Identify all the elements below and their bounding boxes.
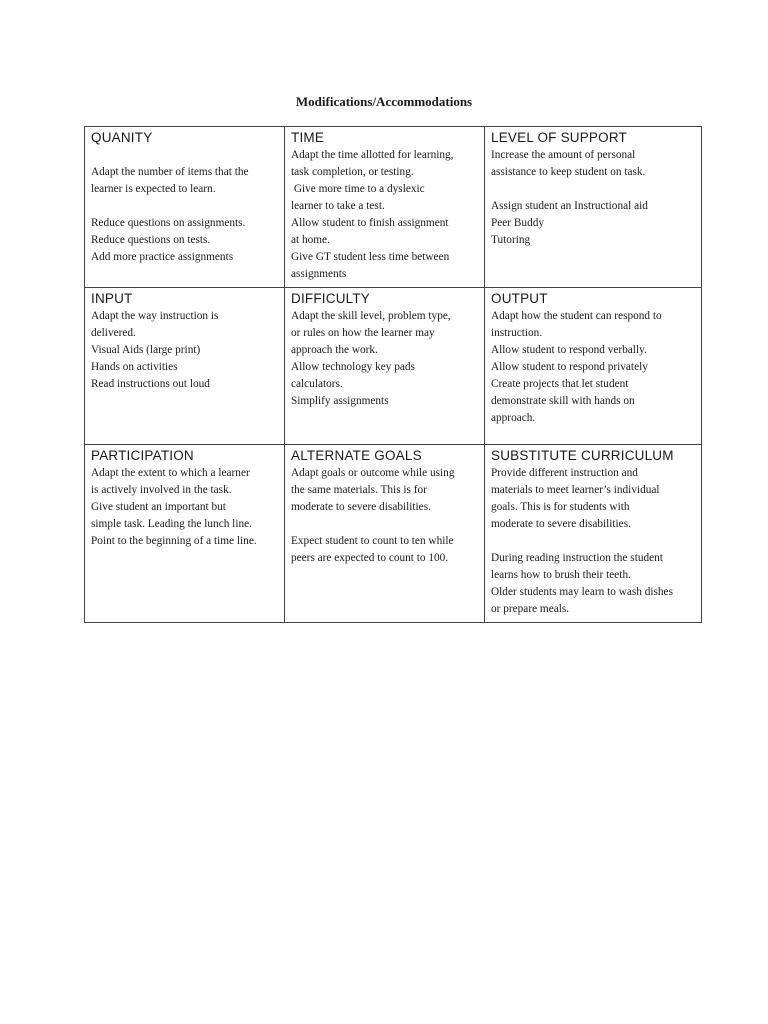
cell-line: Visual Aids (large print): [91, 344, 201, 356]
cell-line: Point to the beginning of a time line.: [91, 535, 257, 547]
cell-heading: PARTICIPATION: [91, 448, 194, 463]
cell-line: the same materials. This is for: [291, 484, 427, 496]
cell-line: Provide different instruction and: [491, 467, 638, 479]
cell-heading: TIME: [291, 130, 325, 145]
line-gap: [491, 181, 695, 198]
document-title: Modifications/Accommodations: [295, 94, 473, 109]
cell-line: Add more practice assignments: [91, 251, 234, 263]
table-cell: [485, 288, 702, 445]
cell-heading: QUANITY: [91, 130, 153, 145]
cell-line: Simplify assignments: [291, 395, 389, 407]
cell-line: assistance to keep student on task.: [491, 166, 646, 178]
cell-line: approach the work.: [291, 344, 378, 356]
cell-line: Give more time to a dyslexic: [291, 183, 425, 195]
cell-line: learner to take a test.: [291, 200, 385, 212]
cell-line: or rules on how the learner may: [291, 327, 435, 339]
line-gap: [491, 533, 695, 550]
cell-line: Adapt the way instruction is: [91, 310, 219, 322]
cell-line: During reading instruction the student: [491, 552, 663, 564]
cell-heading: INPUT: [91, 291, 133, 306]
cell-line: Expect student to count to ten while: [291, 535, 454, 547]
cell-line: Read instructions out loud: [91, 378, 210, 390]
cell-line: Increase the amount of personal: [491, 149, 636, 161]
table-cell: [85, 445, 285, 623]
cell-line: Adapt the extent to which a learner: [91, 467, 250, 479]
cell-line: Adapt the number of items that the: [91, 166, 249, 178]
table-cell: [485, 127, 702, 288]
cell-line: materials to meet learner’s individual: [491, 484, 660, 496]
cell-line: moderate to severe disabilities.: [491, 518, 631, 530]
cell-line: demonstrate skill with hands on: [491, 395, 635, 407]
table-row: [85, 445, 702, 623]
cell-line: Allow student to finish assignment: [291, 217, 449, 229]
cell-line: assignments: [291, 268, 347, 280]
cell-line: Assign student an Instructional aid: [491, 200, 648, 212]
cell-line: Adapt goals or outcome while using: [291, 467, 455, 479]
cell-heading: ALTERNATE GOALS: [291, 448, 422, 463]
cell-line: Adapt the skill level, problem type,: [291, 310, 451, 322]
cell-heading: DIFFICULTY: [291, 291, 370, 306]
table-cell: [485, 445, 702, 623]
cell-line: or prepare meals.: [491, 603, 570, 615]
table-cell: [85, 288, 285, 445]
table-row: [85, 127, 702, 288]
table-cell: [285, 445, 485, 623]
cell-line: Give student an important but: [91, 501, 226, 513]
cell-line: approach.: [491, 412, 536, 424]
cell-line: simple task. Leading the lunch line.: [91, 518, 252, 530]
cell-line: peers are expected to count to 100.: [291, 552, 449, 564]
cell-heading: OUTPUT: [491, 291, 548, 306]
cell-line: Older students may learn to wash dishes: [491, 586, 673, 598]
cell-line: Adapt the time allotted for learning,: [291, 149, 454, 161]
cell-line: delivered.: [91, 327, 136, 339]
cell-line: Adapt how the student can respond to: [491, 310, 662, 322]
cell-line: Allow student to respond verbally.: [491, 344, 647, 356]
cell-line: Hands on activities: [91, 361, 178, 373]
cell-line: Peer Buddy: [491, 217, 545, 229]
cell-line: learner is expected to learn.: [91, 183, 216, 195]
cell-line: Create projects that let student: [491, 378, 629, 390]
cell-line: task completion, or testing.: [291, 166, 414, 178]
cell-line: learns how to brush their teeth.: [491, 569, 631, 581]
table-cell: [285, 127, 485, 288]
cell-line: is actively involved in the task.: [91, 484, 232, 496]
cell-line: Reduce questions on assignments.: [91, 217, 246, 229]
cell-line: Allow student to respond privately: [491, 361, 648, 373]
table-cell: [285, 288, 485, 445]
cell-line: Tutoring: [491, 234, 531, 246]
cell-line: instruction.: [491, 327, 543, 339]
table-row: [85, 288, 702, 445]
cell-line: at home.: [291, 234, 330, 246]
cell-line: Allow technology key pads: [291, 361, 415, 373]
line-gap: [91, 147, 278, 164]
cell-heading: LEVEL OF SUPPORT: [491, 130, 627, 145]
line-gap: [291, 516, 478, 533]
cell-line: Reduce questions on tests.: [91, 234, 211, 246]
cell-heading: SUBSTITUTE CURRICULUM: [491, 448, 674, 463]
cell-line: calculators.: [291, 378, 343, 390]
accommodations-table: [84, 126, 702, 623]
cell-line: Give GT student less time between: [291, 251, 450, 263]
cell-line: goals. This is for students with: [491, 501, 630, 513]
line-gap: [91, 198, 278, 215]
cell-line: moderate to severe disabilities.: [291, 501, 431, 513]
table-cell: [85, 127, 285, 288]
